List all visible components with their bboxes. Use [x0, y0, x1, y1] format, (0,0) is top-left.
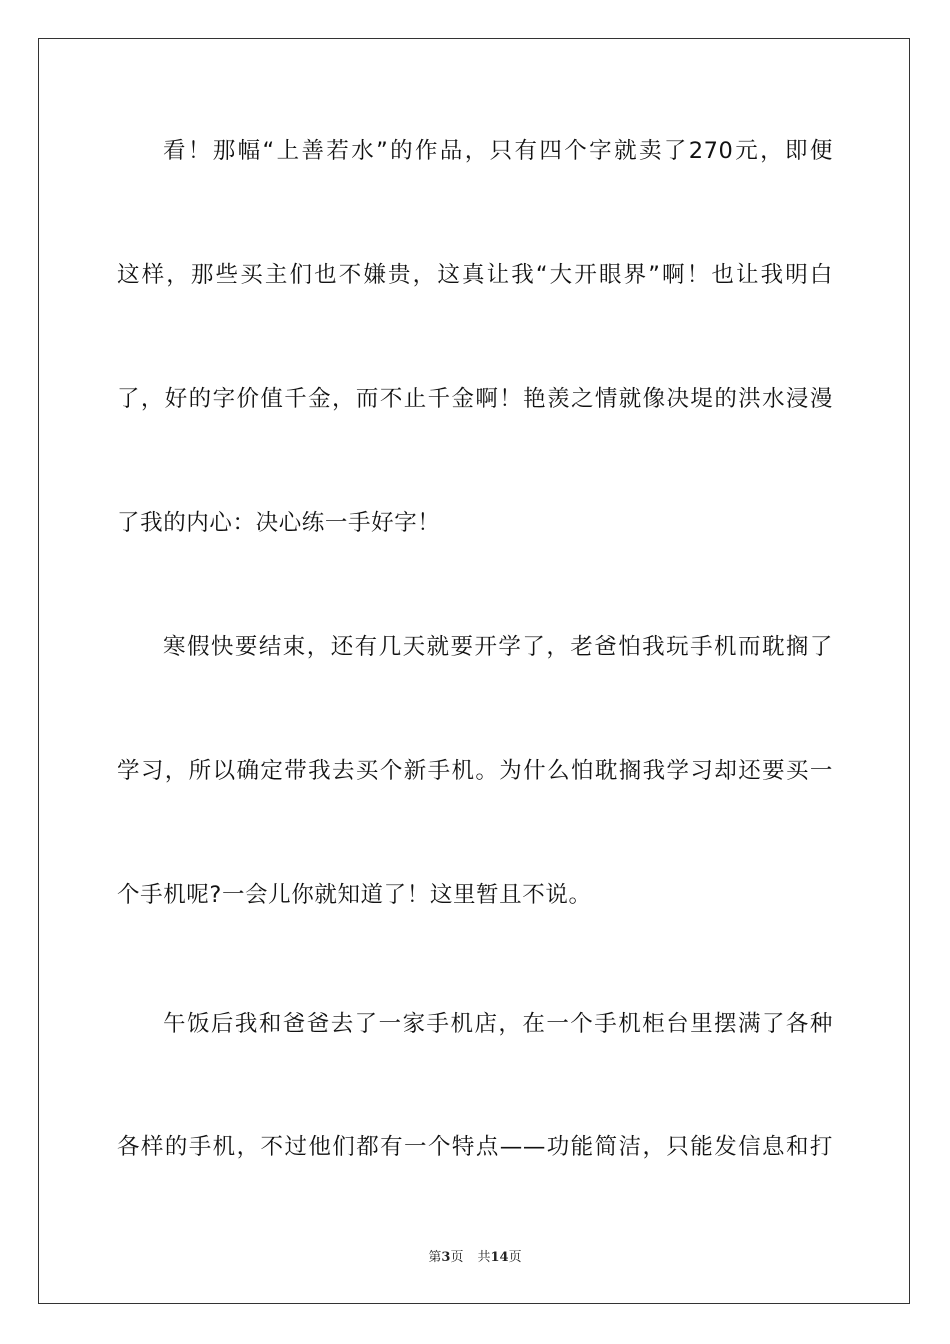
page-footer	[0, 1246, 950, 1265]
paragraph-1-line-2: 这样，那些买主们也不嫌贵，这真让我“大开眼界”啊！也让我明白	[117, 262, 833, 288]
page-border	[38, 38, 910, 1304]
paragraph-2-line-2: 学习，所以确定带我去买个新手机。为什么怕耽搁我学习却还要买一	[117, 758, 833, 784]
paragraph-2-line-3: 个手机呢?一会儿你就知道了！这里暂且不说。	[117, 882, 592, 908]
paragraph-1-line-4: 了我的内心：决心练一手好字！	[117, 510, 441, 536]
paragraph-1-line-1: 看！那幅“上善若水”的作品，只有四个字就卖了270元，即便	[163, 138, 833, 164]
paragraph-1-line-3: 了，好的字价值千金，而不止千金啊！艳羡之情就像决堤的洪水浸漫	[117, 386, 833, 412]
paragraph-3-line-2: 各样的手机，不过他们都有一个特点——功能简洁，只能发信息和打	[117, 1134, 833, 1160]
footer-total-prefix: 共	[477, 1250, 491, 1265]
footer-total-pages: 14	[490, 1250, 509, 1265]
footer-total-suffix: 页	[508, 1250, 522, 1265]
paragraph-3-line-1: 午饭后我和爸爸去了一家手机店，在一个手机柜台里摆满了各种	[163, 1011, 833, 1037]
footer-page-number: 3	[441, 1250, 451, 1265]
paragraph-2-line-1: 寒假快要结束，还有几天就要开学了，老爸怕我玩手机而耽搁了	[163, 634, 833, 660]
footer-page-prefix: 第	[428, 1250, 442, 1265]
footer-page-suffix: 页	[450, 1250, 464, 1265]
